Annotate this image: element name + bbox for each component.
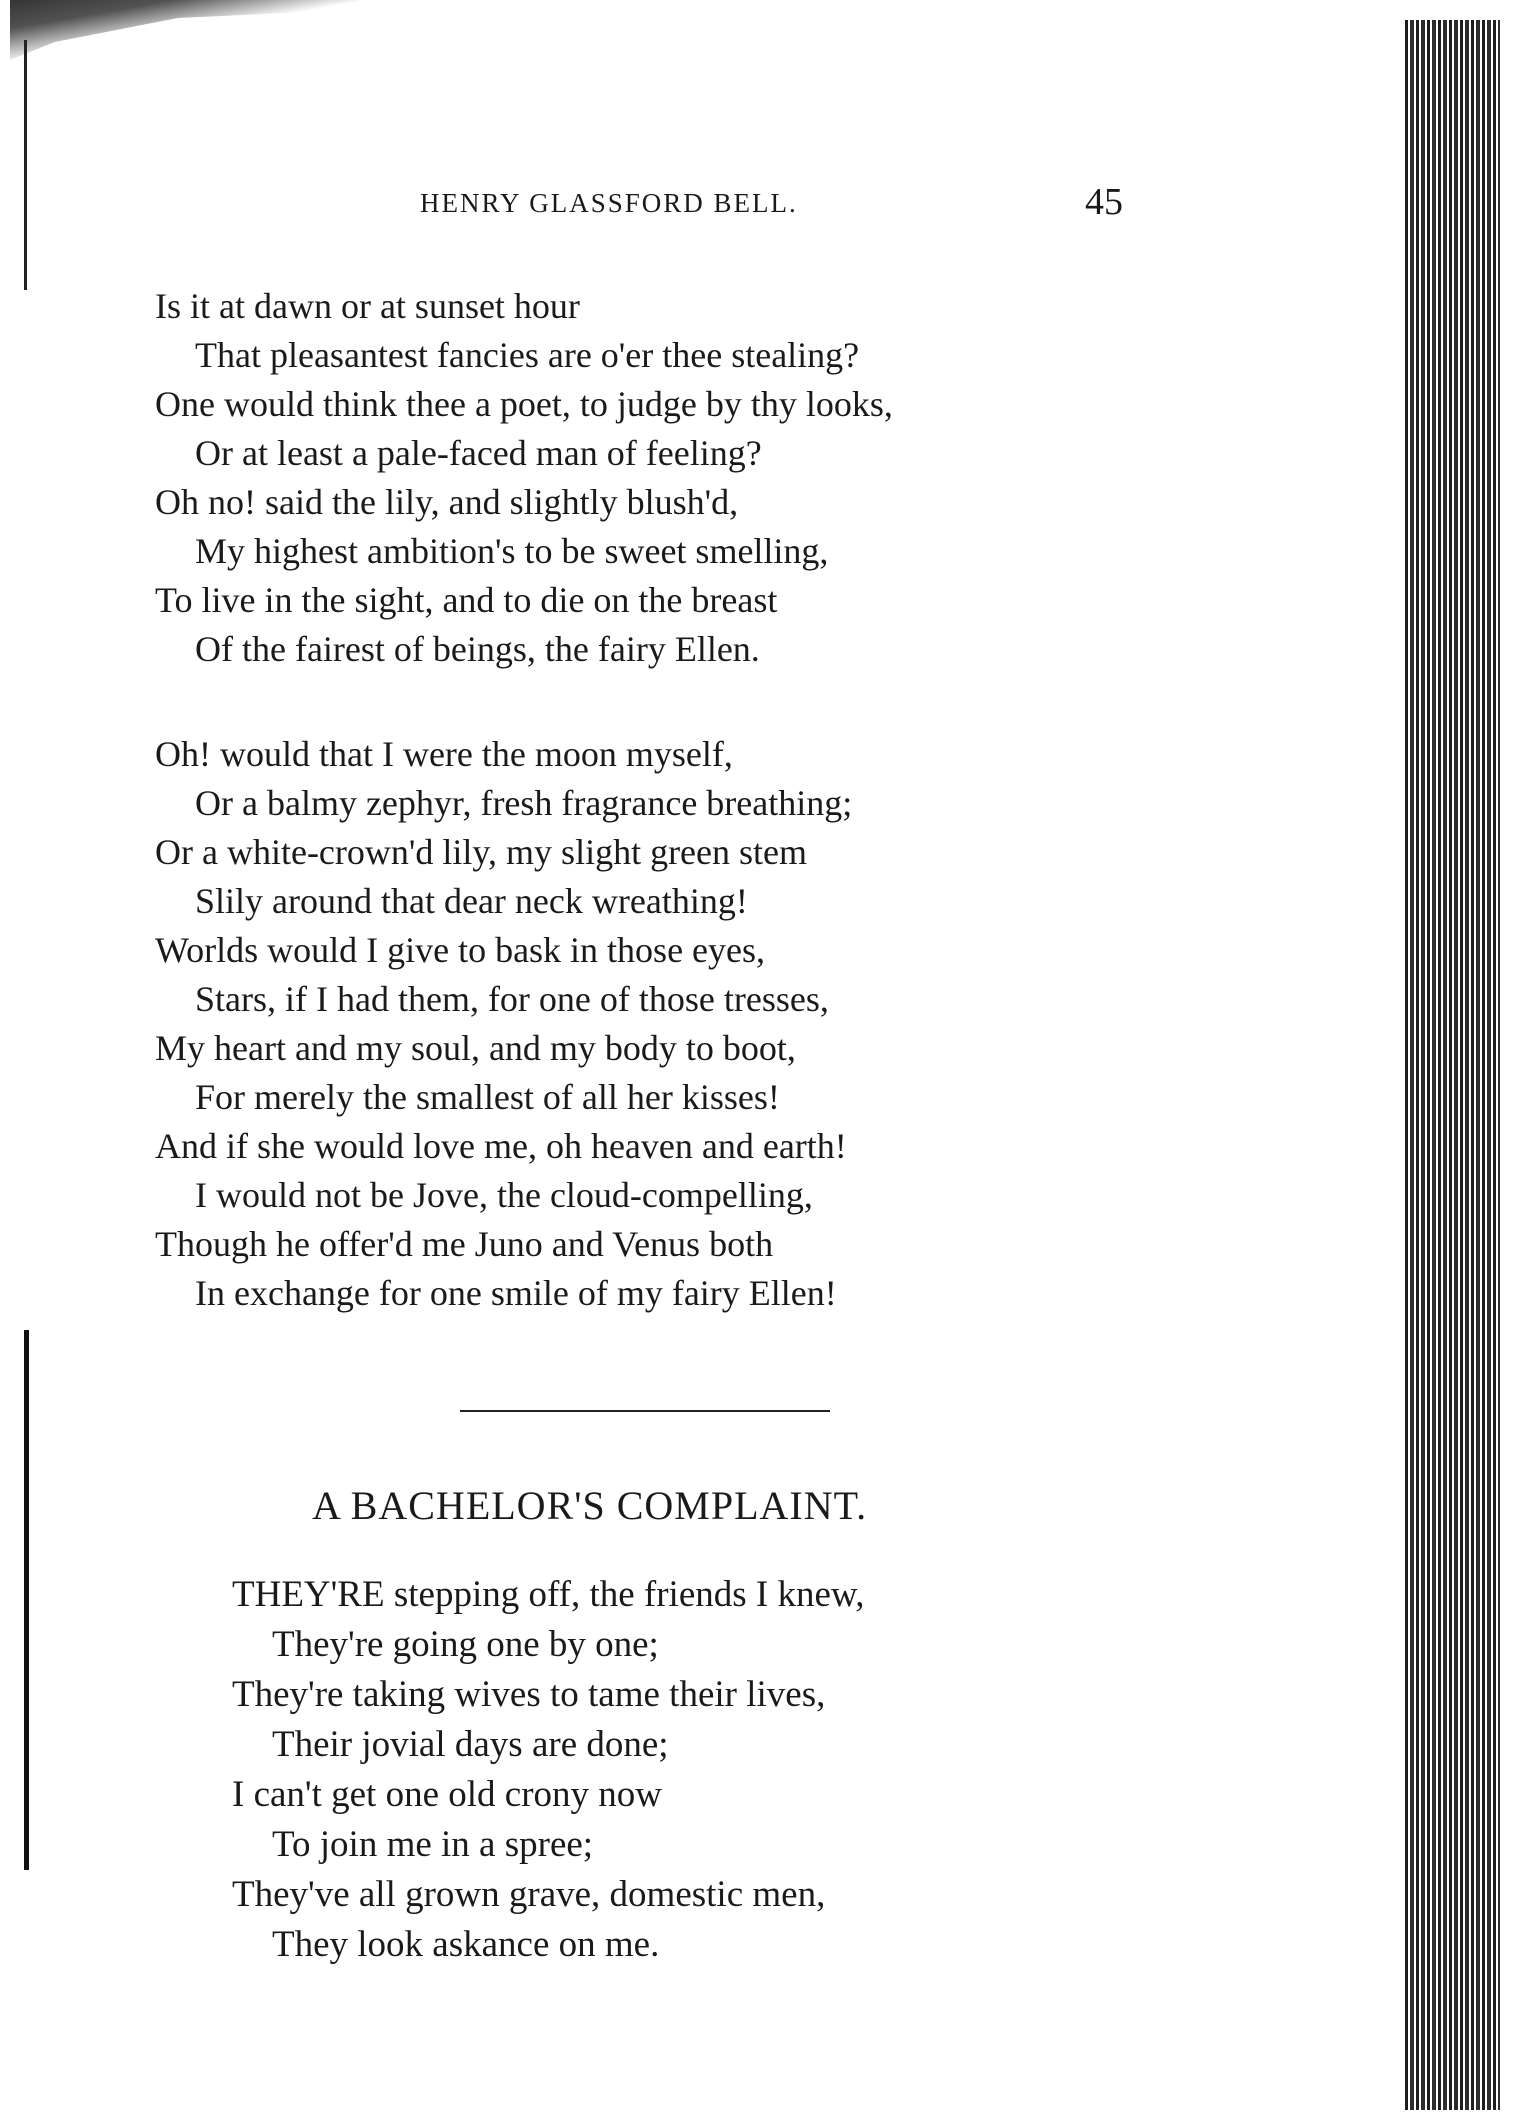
poem-line: In exchange for one smile of my fairy Ellen! [195, 1273, 837, 1313]
poem-line: For merely the smallest of all her kisses! [195, 1077, 780, 1117]
poem-line: One would think thee a poet, to judge by thy looks, [155, 384, 893, 424]
poem-line: I would not be Jove, the cloud-compelling, [195, 1175, 813, 1215]
poem-line: To join me in a spree; [272, 1824, 594, 1865]
poem-line: Stars, if I had them, for one of those tresses, [195, 979, 829, 1019]
poem-line: To live in the sight, and to die on the breast [155, 580, 778, 620]
poem-line: Or a balmy zephyr, fresh fragrance breathing; [195, 783, 853, 823]
poem-line: Is it at dawn or at sunset hour [155, 286, 580, 326]
page-number: 45 [1085, 181, 1123, 223]
poem-line: That pleasantest fancies are o'er thee stealing? [195, 335, 860, 375]
poem-line: Oh! would that I were the moon myself, [155, 734, 733, 774]
book-spine-edge [1405, 20, 1500, 2110]
poem-line: Their jovial days are done; [272, 1724, 669, 1765]
poem-line: Oh no! said the lily, and slightly blush'd, [155, 482, 739, 522]
section-divider [460, 1410, 830, 1412]
poem-line: Of the fairest of beings, the fairy Ellen. [195, 629, 760, 669]
poem-line: Or at least a pale-faced man of feeling? [195, 433, 762, 473]
poem-line: I can't get one old crony now [232, 1774, 662, 1815]
poem-line: And if she would love me, oh heaven and earth! [155, 1126, 847, 1166]
poem-line: They're taking wives to tame their lives, [232, 1674, 826, 1715]
poem-line: Worlds would I give to bask in those eyes, [155, 930, 766, 970]
poem-line: My heart and my soul, and my body to boot, [155, 1028, 796, 1068]
poem-line: They're going one by one; [272, 1624, 659, 1665]
poem-line: My highest ambition's to be sweet smelling, [195, 531, 829, 571]
poem-line: Or a white-crown'd lily, my slight green stem [155, 832, 808, 872]
poem-stanza-2 [155, 730, 852, 1318]
poem-stanza-3 [232, 1570, 864, 1970]
scan-left-edge-lower [24, 1330, 29, 1870]
scan-shadow-corner [10, 0, 570, 60]
poem-line: Though he offer'd me Juno and Venus both [155, 1224, 774, 1264]
poem-line: THEY'RE stepping off, the friends I knew, [232, 1574, 865, 1615]
poem-stanza-1 [155, 282, 893, 674]
running-head: HENRY GLASSFORD BELL. [420, 188, 798, 218]
poem-line: They look askance on me. [272, 1924, 660, 1965]
poem-line: Slily around that dear neck wreathing! [195, 881, 748, 921]
scan-left-edge [24, 40, 27, 290]
poem-line: They've all grown grave, domestic men, [232, 1874, 826, 1915]
poem-title: A BACHELOR'S COMPLAINT. [312, 1483, 868, 1528]
